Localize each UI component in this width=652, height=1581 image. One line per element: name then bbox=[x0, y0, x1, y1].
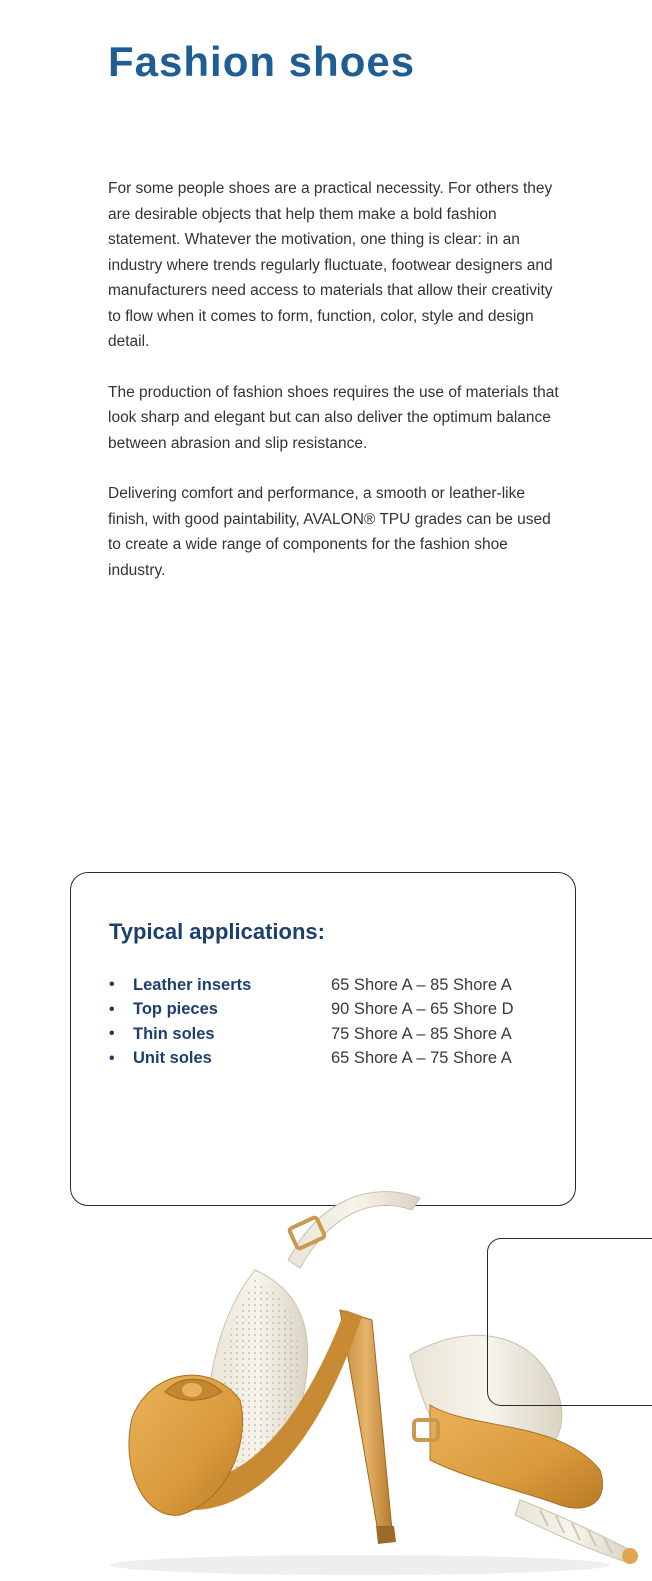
list-item bbox=[109, 1022, 549, 1047]
application-name: Unit soles bbox=[133, 1049, 212, 1068]
page-title: Fashion shoes bbox=[108, 38, 416, 85]
paragraph-avalon: Delivering comfort and performance, a smooth or leather-like finish, with good paintability, AVALON® TPU grades can be used to create a wide range of components for the fashion shoe industry. bbox=[108, 485, 551, 579]
hardness-range: 75 Shore A – 85 Shore A bbox=[331, 1024, 512, 1043]
bullet: • bbox=[109, 976, 115, 994]
application-name: Thin soles bbox=[133, 1024, 215, 1043]
list-item bbox=[109, 973, 549, 998]
application-name: Leather inserts bbox=[133, 975, 252, 994]
list-item bbox=[109, 998, 549, 1023]
hardness-range: 90 Shore A – 65 Shore D bbox=[331, 1000, 514, 1019]
body-text bbox=[108, 176, 568, 608]
hardness-range: 65 Shore A – 85 Shore A bbox=[331, 975, 512, 994]
hardness-range: 65 Shore A – 75 Shore A bbox=[331, 1049, 512, 1068]
applications-card bbox=[70, 872, 576, 1206]
application-name: Top pieces bbox=[133, 1000, 218, 1019]
list-item bbox=[109, 1047, 549, 1072]
bullet: • bbox=[109, 1000, 115, 1018]
applications-list bbox=[109, 973, 549, 1071]
paragraph-intro: For some people shoes are a practical necessity. For others they are desirable objects that help them make a bold fashion statement. Whatever the motivation, one thing is clear: in an industry where trends regularly fluctuate, footwear designers and manufacturers need access to materials that allow their creativity to flow when it comes to form, function, color, style and design detail. bbox=[108, 180, 553, 350]
paragraph-production: The production of fashion shoes requires the use of materials that look sharp and elegant but can also deliver the optimum balance between abrasion and slip resistance. bbox=[108, 383, 559, 452]
side-frame bbox=[487, 1238, 652, 1406]
bullet: • bbox=[109, 1025, 115, 1043]
applications-title: Typical applications: bbox=[109, 919, 325, 944]
bullet: • bbox=[109, 1049, 115, 1067]
